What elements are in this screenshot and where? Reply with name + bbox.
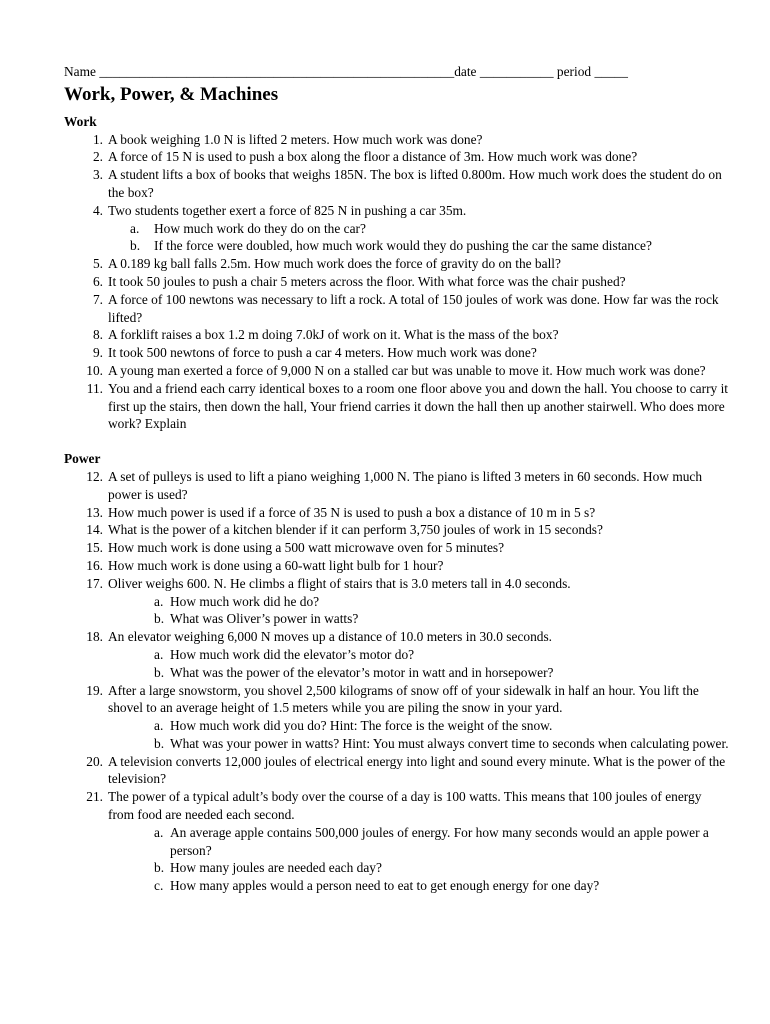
question-10 (64, 362, 730, 380)
question-number: 6. (92, 273, 103, 289)
sub-text: If the force were doubled, how much work would they do pushing the car the same distance? (154, 238, 652, 254)
question-20 (64, 753, 730, 789)
question-text: Two students together exert a force of 825 N in pushing a car 35m. (108, 202, 467, 218)
question-text: A student lifts a box of books that weighs 185N. The box is lifted 0.800m. How much work does the student do on the box? (108, 167, 722, 200)
question-17 (64, 575, 730, 593)
question-6 (64, 273, 730, 291)
question-number: 12. (86, 468, 103, 484)
page-title: Work, Power, & Machines (64, 83, 279, 105)
question-text: A book weighing 1.0 N is lifted 2 meters. How much work was done? (108, 131, 483, 147)
sub-text: What was your power in watts? Hint: You must always convert time to seconds when calculating power. (170, 735, 729, 751)
question-16 (64, 557, 730, 575)
sub-text: How much work did he do? (170, 593, 320, 609)
question-text: Oliver weighs 600. N. He climbs a flight of stairs that is 3.0 meters tall in 4.0 seconds. (108, 575, 571, 591)
question-7 (64, 291, 730, 327)
question-18b (64, 664, 730, 682)
sub-letter: b. (154, 664, 165, 680)
sub-text: What was the power of the elevator’s motor in watt and in horsepower? (170, 664, 554, 680)
question-text: How much work is done using a 60-watt light bulb for 1 hour? (108, 557, 444, 573)
question-text: What is the power of a kitchen blender if it can perform 3,750 joules of work in 15 seconds? (108, 522, 603, 538)
question-number: 11. (86, 380, 103, 396)
question-18a (64, 646, 730, 664)
sub-letter: b. (154, 611, 165, 627)
period-label: period (556, 64, 592, 79)
period-blank: _____ (594, 64, 628, 79)
question-number: 19. (86, 682, 103, 698)
work-heading: Work (64, 113, 97, 129)
question-text: After a large snowstorm, you shovel 2,500 kilograms of snow off of your sidewalk in half an hour. You lift the shovel to an average height of 1.5 meters while you are piling the snow in your yard. (108, 682, 699, 716)
question-18 (64, 628, 730, 646)
question-number: 4. (92, 202, 103, 218)
date-blank: ___________ (479, 64, 554, 79)
question-number: 1. (92, 131, 103, 147)
sub-text: How much work did you do? Hint: The force is the weight of the snow. (170, 718, 553, 734)
question-number: 18. (86, 629, 103, 645)
question-number: 9. (92, 345, 103, 361)
question-13 (64, 504, 730, 522)
sub-letter: b. (130, 238, 141, 254)
question-number: 10. (86, 362, 103, 378)
sub-text: How many apples would a person need to eat to get enough energy for one day? (170, 878, 600, 894)
sub-letter: b. (154, 735, 165, 751)
date-label: date (454, 64, 477, 79)
question-text: A young man exerted a force of 9,000 N on a stalled car but was unable to move it. How much work was done? (108, 362, 706, 378)
sub-letter: b. (154, 860, 165, 876)
question-text: A force of 15 N is used to push a box along the floor a distance of 3m. How much work was done? (108, 149, 638, 165)
question-19b (64, 735, 730, 753)
question-2 (64, 148, 730, 166)
question-15 (64, 539, 730, 557)
question-text: A forklift raises a box 1.2 m doing 7.0kJ of work on it. What is the mass of the box? (108, 327, 559, 343)
question-text: A 0.189 kg ball falls 2.5m. How much work does the force of gravity do on the ball? (108, 256, 561, 272)
sub-letter: a. (154, 824, 164, 840)
question-text: A television converts 12,000 joules of electrical energy into light and sound every minute. What is the power of the television? (108, 753, 726, 787)
question-text: It took 50 joules to push a chair 5 meters across the floor. With what force was the chair pushed? (108, 273, 626, 289)
question-21b (64, 859, 730, 877)
sub-letter: a. (130, 220, 140, 236)
question-19a (64, 717, 730, 735)
question-9 (64, 344, 730, 362)
question-5 (64, 255, 730, 273)
question-12 (64, 468, 730, 504)
question-21 (64, 788, 730, 824)
question-text: A set of pulleys is used to lift a piano weighing 1,000 N. The piano is lifted 3 meters in 60 seconds. How much power is used? (108, 468, 703, 502)
question-text: How much work is done using a 500 watt microwave oven for 5 minutes? (108, 540, 505, 556)
name-blank: _____________________________________________________ (99, 64, 455, 79)
question-number: 16. (86, 557, 103, 573)
question-number: 3. (92, 167, 103, 183)
question-number: 8. (92, 327, 103, 343)
name-label: Name (64, 64, 96, 79)
question-number: 13. (86, 504, 103, 520)
question-21a (64, 824, 730, 860)
question-text: A force of 100 newtons was necessary to lift a rock. A total of 150 joules of work was done. How far was the rock lifted? (108, 291, 719, 325)
question-21c (64, 877, 730, 895)
question-text: How much power is used if a force of 35 N is used to push a box a distance of 10 m in 5 s? (108, 504, 596, 520)
sub-letter: c. (154, 878, 164, 894)
question-4a (64, 220, 730, 238)
question-number: 15. (86, 540, 103, 556)
sub-text: How much work do they do on the car? (154, 220, 366, 236)
question-number: 5. (92, 256, 103, 272)
question-text: You and a friend each carry identical boxes to a room one floor above you and down the hall. You choose to carry it first up the stairs, then down the hall, Your friend carries it down the hall then up another stairwell. Who does more work? Explain (108, 380, 729, 432)
question-number: 7. (92, 291, 103, 307)
question-number: 21. (86, 789, 103, 805)
sub-text: An average apple contains 500,000 joules of energy. For how many seconds would an apple power a person? (170, 824, 709, 858)
question-11 (64, 380, 730, 433)
question-19 (64, 682, 730, 718)
sub-text: How many joules are needed each day? (170, 860, 382, 876)
question-number: 14. (86, 522, 103, 538)
sub-letter: a. (154, 646, 164, 662)
sub-letter: a. (154, 718, 164, 734)
question-17a (64, 593, 730, 611)
question-number: 20. (86, 753, 103, 769)
question-14 (64, 521, 730, 539)
question-4b (64, 237, 730, 255)
question-number: 2. (92, 149, 103, 165)
question-4 (64, 202, 730, 220)
question-text: It took 500 newtons of force to push a car 4 meters. How much work was done? (108, 345, 537, 361)
sub-text: How much work did the elevator’s motor do? (170, 646, 415, 662)
header-line (64, 63, 730, 81)
sub-text: What was Oliver’s power in watts? (170, 611, 359, 627)
question-text: The power of a typical adult’s body over the course of a day is 100 watts. This means that 100 joules of energy from food are needed each second. (108, 789, 702, 823)
sub-letter: a. (154, 593, 164, 609)
question-text: An elevator weighing 6,000 N moves up a distance of 10.0 meters in 30.0 seconds. (108, 629, 553, 645)
question-1 (64, 131, 730, 149)
power-heading: Power (64, 451, 101, 467)
question-8 (64, 326, 730, 344)
question-number: 17. (86, 575, 103, 591)
question-3 (64, 166, 730, 202)
question-17b (64, 610, 730, 628)
